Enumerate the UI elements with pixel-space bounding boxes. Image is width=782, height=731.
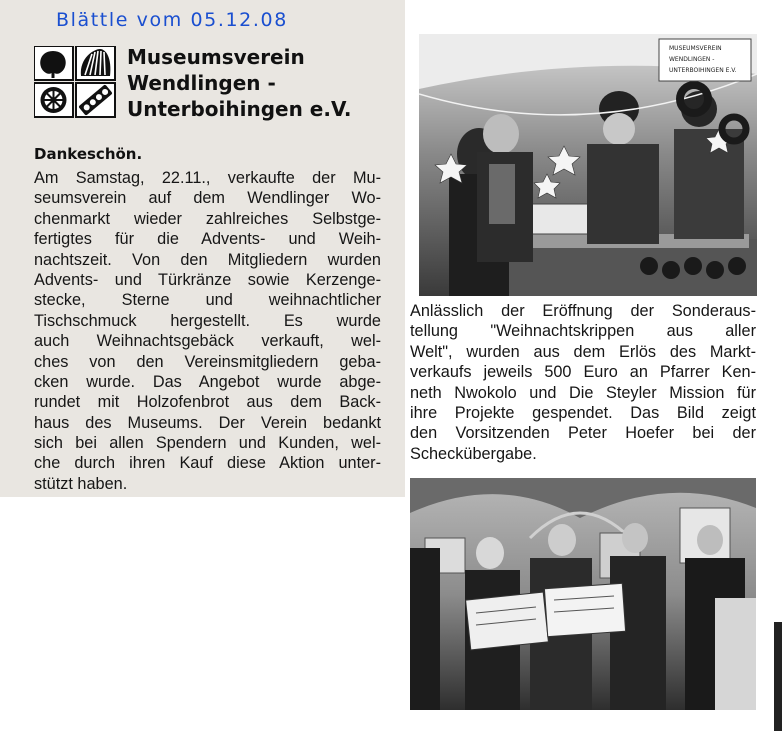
- caption-line: Scheckübergabe.: [410, 444, 537, 463]
- logo-tile-leaf: [34, 46, 73, 80]
- article-line: stützt haben.: [34, 474, 128, 493]
- check-handover-image: [410, 478, 756, 710]
- article-line: Tischschmuck hergestellt. Es wurde: [34, 311, 381, 330]
- caption-line: neth Nwokolo und Die Steyler Mission für: [410, 383, 756, 402]
- logo-tile-wheel: [34, 83, 73, 117]
- article-line: rundet mit Holzofenbrot aus dem Back-: [34, 393, 381, 412]
- org-title-line: Unterboihingen e.V.: [127, 97, 352, 121]
- article-line: che durch ihren Kauf diese Aktion unter-: [34, 454, 381, 473]
- logo-tile-film: [76, 83, 115, 117]
- caption-line: den Vorsitzenden Peter Hoefer bei der: [410, 424, 756, 443]
- stall-sign-line: MUSEUMSVEREIN: [669, 45, 722, 52]
- caption-line: Welt", wurden aus dem Erlös des Markt-: [410, 342, 756, 361]
- article-line: haus des Museums. Der Verein bedankt: [34, 413, 381, 432]
- museumsverein-logo: [34, 46, 116, 118]
- caption-line: ihre Projekte gespendet. Das Bild zeigt: [410, 403, 756, 422]
- photo-caption: [410, 301, 756, 464]
- caption-line: tellung "Weihnachtskrippen aus aller: [410, 322, 756, 341]
- org-title-line: Wendlingen -: [127, 71, 276, 95]
- date-stamp: Blättle vom 05.12.08: [56, 9, 288, 31]
- article-line: sich bei allen Spendern und Kunden, wel-: [34, 434, 381, 453]
- article-line: stecke, Sterne und weihnachtlicher: [34, 291, 381, 310]
- article-line: Am Samstag, 22.11., verkaufte der Mu-: [34, 169, 381, 187]
- logo-tile-shell: [76, 46, 115, 80]
- check-handover-photo: [410, 478, 756, 710]
- article-line: cken wurde. Das Angebot wurde abge-: [34, 372, 381, 391]
- stall-sign-line: UNTERBOIHINGEN E.V.: [669, 67, 737, 74]
- scan-edge-mark: [774, 622, 782, 731]
- article-body: [34, 168, 381, 494]
- market-stall-photo: [419, 34, 757, 296]
- article-line: chenmarkt wieder zahlreiches Selbstge-: [34, 209, 381, 228]
- article-line: ches von den Vereinsmitgliedern geba-: [34, 352, 381, 371]
- org-title: [127, 44, 351, 122]
- stall-sign-line: WENDLINGEN -: [669, 56, 715, 63]
- article-line: fertigtes für die Advents- und Weih-: [34, 230, 381, 249]
- bleed-through-text: [366, 36, 406, 156]
- article-line: Advents- und Türkränze sowie Kerzenge-: [34, 270, 381, 289]
- caption-line: verkaufs jeweils 500 Euro an Pfarrer Ken-: [410, 363, 756, 382]
- org-title-line: Museumsverein: [127, 45, 305, 69]
- article-line: seumsverein auf dem Wendlinger Wo-: [34, 189, 381, 208]
- caption-line: Anlässlich der Eröffnung der Sonderaus-: [410, 302, 756, 320]
- market-stall-image: [419, 34, 757, 296]
- article-line: nachtszeit. Von den Mitgliedern wurden: [34, 250, 381, 269]
- article-heading: Dankeschön.: [34, 145, 143, 163]
- article-line: auch Weihnachtsgebäck verkauft, wel-: [34, 332, 381, 351]
